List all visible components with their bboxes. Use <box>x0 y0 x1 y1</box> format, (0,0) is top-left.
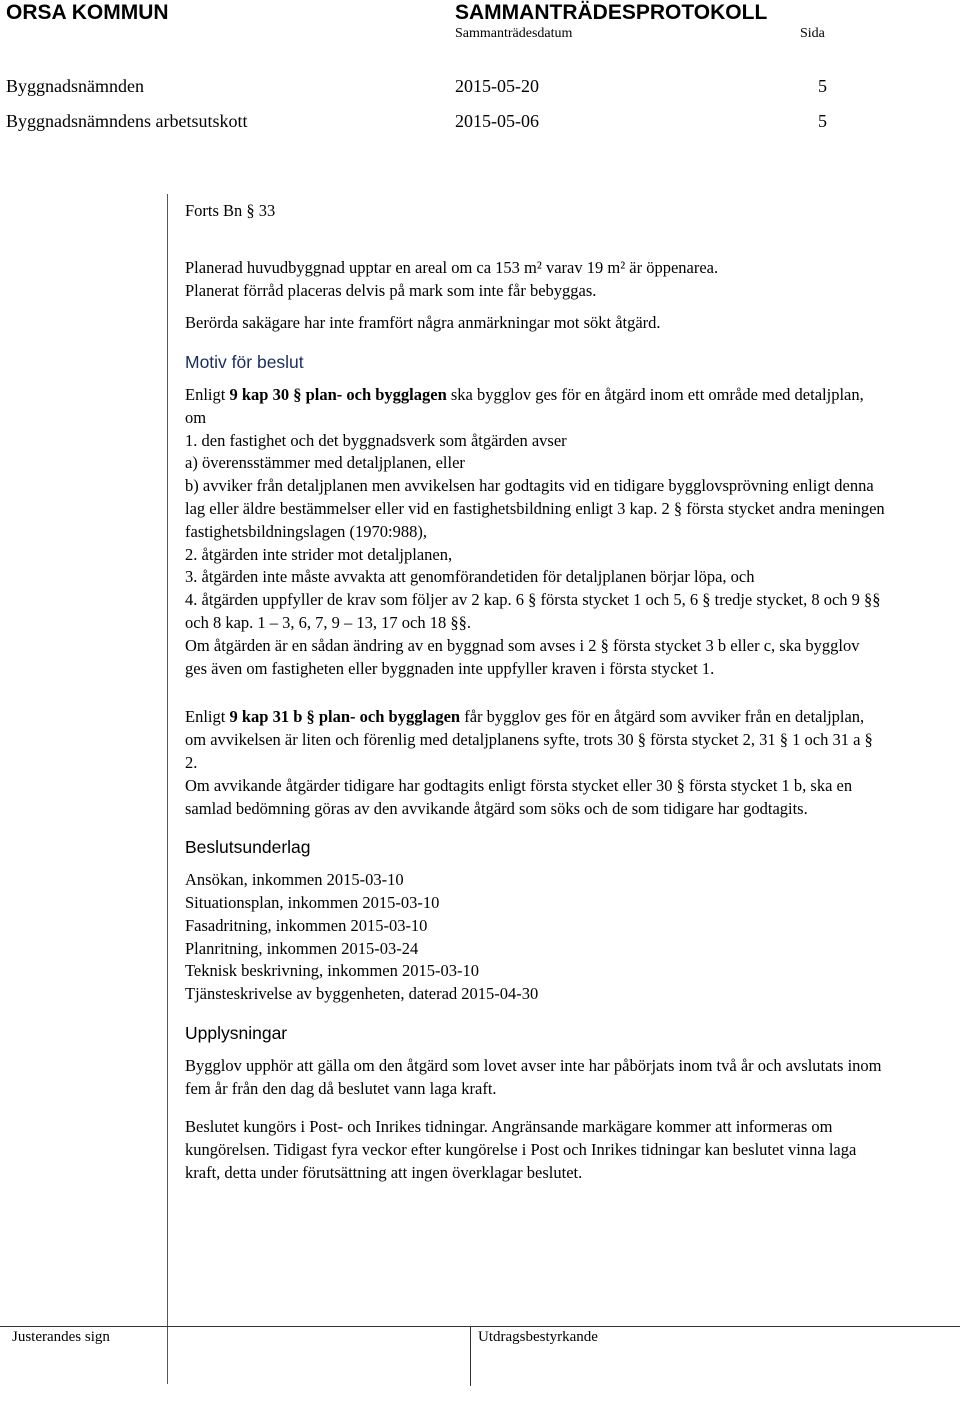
motiv-line: Om åtgärden är en sådan ändring av en byggnad som avses i 2 § första stycket 3 b eller c, ska bygglov ges även om fastigheten eller byggnaden inte uppfyller kraven i första stycket 1. <box>185 635 860 678</box>
intro-line: Planerad huvudbyggnad upptar en areal om ca 153 m² varav 19 m² är öppenarea. <box>185 257 719 277</box>
document-body <box>185 200 885 1185</box>
motiv-paragraph-3: Om avvikande åtgärder tidigare har godtagits enligt första stycket eller 30 § första stycket 1 b, ska en samlad bedömning göras av den avvikande åtgärd som söks och de som tidigare har godtagits. <box>185 775 853 818</box>
page-label: Sida <box>800 26 825 41</box>
underlag-item: Tjänsteskrivelse av byggenheten, daterad 2015-04-30 <box>185 984 539 1004</box>
meeting-date-label: Sammanträdesdatum <box>455 26 573 41</box>
motiv-line: 4. åtgärden uppfyller de krav som följer av 2 kap. 6 § första stycket 1 och 5, 6 § tredje stycket, 8 och 9 §§ och 8 kap. 1 – 3, 6, 7, 9 – 13, 17 och 18 §§. <box>185 590 881 632</box>
section-heading-motiv: Motiv för beslut <box>185 352 304 373</box>
meeting-date: 2015-05-20 <box>455 76 539 96</box>
motiv-text: får bygglov ges för en åtgärd som avviker från en detaljplan, om avvikelsen är liten och förenlig med detaljplanens syfte, trots 30 § första stycket 2, 31 § 1 och 31 a § 2. <box>185 707 873 772</box>
margin-rule <box>167 194 168 1384</box>
meeting-body: Byggnadsnämndens arbetsutskott <box>6 111 248 131</box>
underlag-item: Planritning, inkommen 2015-03-24 <box>185 938 419 958</box>
upplysningar-paragraph: Beslutet kungörs i Post- och Inrikes tidningar. Angränsande markägare kommer att informeras om kungörelsen. Tidigast fyra veckor efter kungörelse i Post och Inrikes tidningar kan beslutet vinna laga kraft, detta under förutsättning att ingen överklagar beslutet. <box>185 1117 857 1182</box>
underlag-item: Fasadritning, inkommen 2015-03-10 <box>185 915 428 935</box>
motiv-paragraph-1 <box>185 384 885 430</box>
underlag-item: Situationsplan, inkommen 2015-03-10 <box>185 892 440 912</box>
section-heading-beslutsunderlag: Beslutsunderlag <box>185 837 311 858</box>
motiv-line: a) överensstämmer med detaljplanen, eller <box>185 453 465 473</box>
motiv-text: Enligt <box>185 384 230 404</box>
footer-signature-label: Justerandes sign <box>12 1329 110 1345</box>
underlag-item: Ansökan, inkommen 2015-03-10 <box>185 870 404 890</box>
meeting-body: Byggnadsnämnden <box>6 76 144 96</box>
meeting-page: 5 <box>818 76 827 96</box>
meeting-date: 2015-05-06 <box>455 111 539 131</box>
footer-rule <box>0 1326 960 1327</box>
motiv-line: 1. den fastighet och det byggnadsverk som åtgärden avser <box>185 430 567 450</box>
upplysningar-paragraph: Bygglov upphör att gälla om den åtgärd som lovet avser inte har påbörjats inom två år och avslutats inom fem år från den dag då beslutet vann laga kraft. <box>185 1055 882 1098</box>
intro-line: Planerat förråd placeras delvis på mark som inte får bebyggas. <box>185 280 597 300</box>
motiv-text: Enligt <box>185 707 230 727</box>
law-reference: 9 kap 30 § plan- och bygglagen <box>229 384 447 404</box>
continuation-heading: Forts Bn § 33 <box>185 201 276 220</box>
motiv-paragraph-2 <box>185 706 885 774</box>
motiv-line: b) avviker från detaljplanen men avvikelsen har godtagits vid en tidigare bygglovsprövning enligt denna lag eller äldre bestämmelser eller vid en fastighetsbildning enligt 3 kap. 2 § första stycket andra meningen fastighetsbildningslagen (1970:988), <box>185 476 885 541</box>
motiv-line: 2. åtgärden inte strider mot detaljplanen, <box>185 544 453 564</box>
footer-certification-label: Utdragsbestyrkande <box>478 1329 598 1345</box>
meeting-page: 5 <box>818 111 827 131</box>
footer-divider <box>470 1326 471 1386</box>
document-title: SAMMANTRÄDESPROTOKOLL <box>455 1 768 24</box>
section-heading-upplysningar: Upplysningar <box>185 1022 288 1043</box>
underlag-item: Teknisk beskrivning, inkommen 2015-03-10 <box>185 961 479 981</box>
motiv-line: 3. åtgärden inte måste avvakta att genomförandetiden för detaljplanen börjar löpa, och <box>185 567 755 587</box>
organization-name: ORSA KOMMUN <box>6 1 169 24</box>
intro-line: Berörda sakägare har inte framfört några anmärkningar mot sökt åtgärd. <box>185 313 661 333</box>
motiv-text: ska bygglov ges för en åtgärd inom ett område med detaljplan, om <box>185 384 864 427</box>
law-reference: 9 kap 31 b § plan- och bygglagen <box>229 707 461 727</box>
